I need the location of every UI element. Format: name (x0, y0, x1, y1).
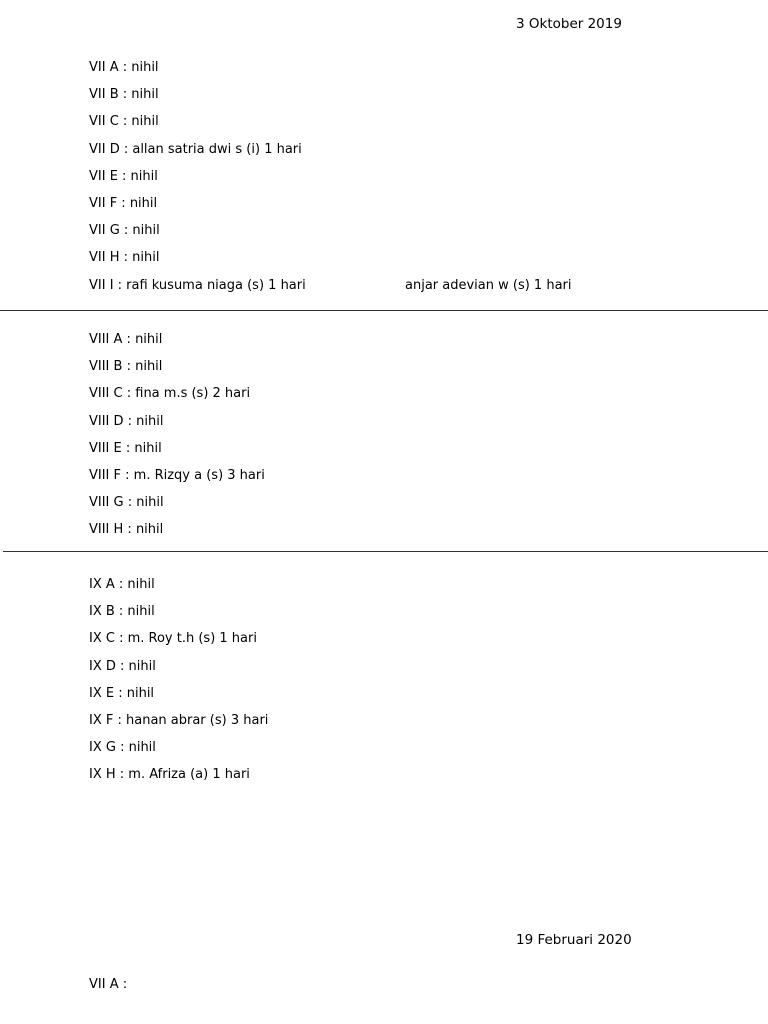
list-item-vii-h: VII H : nihil (89, 250, 160, 266)
vii-i-extra-entry: anjar adevian w (s) 1 hari (405, 277, 572, 293)
list-item-ix-c: IX C : m. Roy t.h (s) 1 hari (89, 631, 257, 647)
vii-i-entry: VII I : rafi kusuma niaga (s) 1 hari (89, 277, 306, 293)
list-item-viii-a: VIII A : nihil (89, 332, 163, 347)
list-item-viii-e: VIII E : nihil (89, 440, 162, 456)
date-heading-2: 19 Februari 2020 (516, 932, 632, 948)
list-item-vii-i (89, 277, 572, 305)
date-heading-1: 3 Oktober 2019 (516, 16, 622, 32)
list-item-viii-g: VIII G : nihil (89, 495, 164, 511)
grade-9-attendance-list (89, 577, 268, 795)
grade-7-attendance-list (89, 60, 572, 305)
list-item-vii-c: VII C : nihil (89, 114, 159, 130)
list-item-ix-h: IX H : m. Afriza (a) 1 hari (89, 767, 250, 783)
grade-8-attendance-list (89, 332, 265, 550)
next-attendance-list (89, 977, 127, 1004)
list-item-viii-c: VIII C : fina m.s (s) 2 hari (89, 386, 251, 402)
list-item-vii-g: VII G : nihil (89, 223, 160, 239)
section-divider-1 (0, 310, 768, 311)
list-item-ix-d: IX D : nihil (89, 658, 156, 674)
list-item-vii-e: VII E : nihil (89, 168, 158, 184)
list-item-ix-g: IX G : nihil (89, 740, 156, 756)
list-item-ix-f: IX F : hanan abrar (s) 3 hari (89, 712, 269, 728)
list-item-viii-d: VIII D : nihil (89, 413, 164, 429)
list-item-ix-a: IX A : nihil (89, 577, 155, 592)
section-divider-2 (3, 551, 768, 552)
list-item-vii-a: VII A : nihil (89, 60, 159, 75)
list-item-ix-e: IX E : nihil (89, 685, 155, 701)
list-item-vii-d: VII D : allan satria dwi s (i) 1 hari (89, 141, 302, 157)
list-item-vii-b: VII B : nihil (89, 87, 159, 103)
list-item-viii-f: VIII F : m. Rizqy a (s) 3 hari (89, 467, 265, 483)
list-item-vii-a-next: VII A : (89, 977, 128, 992)
list-item-vii-f: VII F : nihil (89, 195, 158, 211)
list-item-ix-b: IX B : nihil (89, 604, 155, 620)
list-item-viii-h: VIII H : nihil (89, 522, 164, 538)
list-item-viii-b: VIII B : nihil (89, 359, 163, 375)
